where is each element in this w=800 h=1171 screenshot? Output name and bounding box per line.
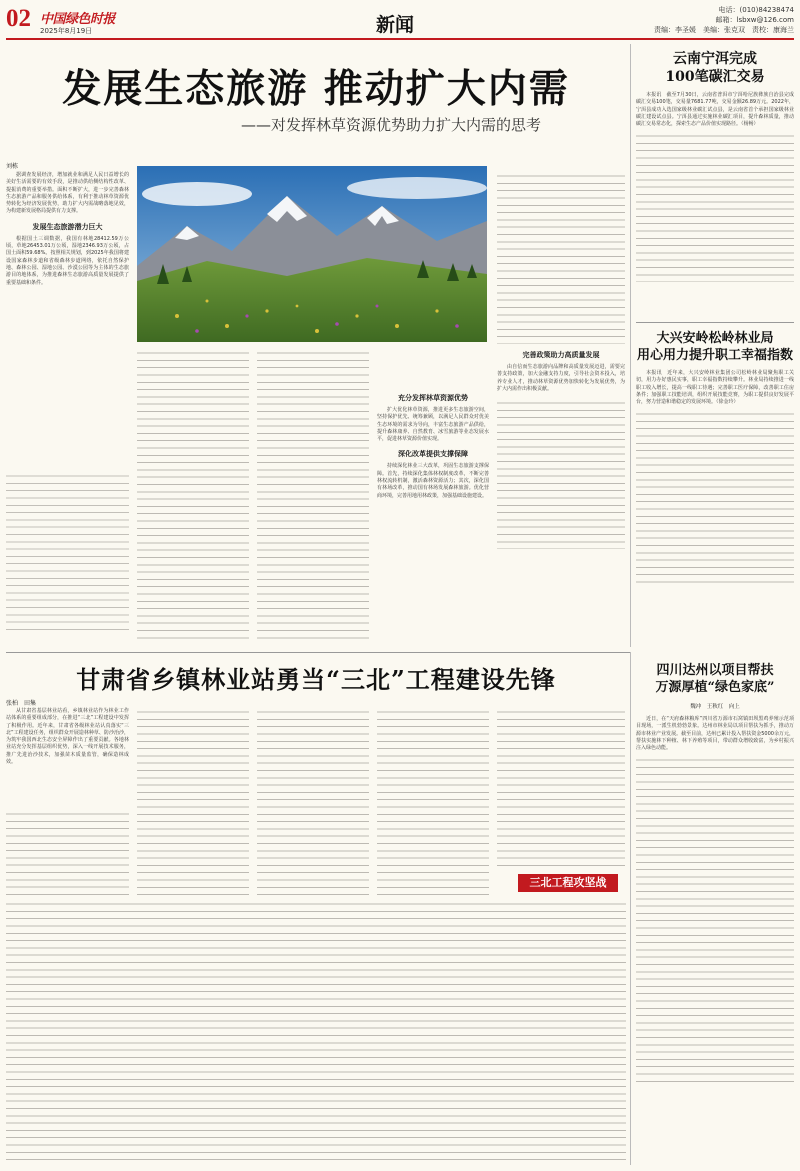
page-header — [6, 5, 794, 37]
mountain-landscape-image — [137, 166, 487, 342]
lead-body-3: 持续深化林业三大改革，巩固生态旅游支撑保障。首先，持续深化集体林权制度改革，不断完善林权流转机制，激活森林资源活力；其次，深化国有林场改革，推动国有林场发展森林旅游。优化营商环境，完善用地用林政策，加强基础设施建设。 — [377, 463, 489, 499]
lead-photo — [137, 166, 487, 342]
contact-email: 邮箱：lsbxw@126.com — [715, 16, 794, 24]
lead-author: 刘栋 — [6, 163, 19, 170]
lead-subhead-1: 发展生态旅游潜力巨大 — [32, 222, 103, 231]
side1-headline-line1: 云南宁洱完成 — [673, 51, 757, 67]
lead-body-2: 扩大优化林草资源，推进更多生态旅游空间，坚持保护优先、统筹兼顾，以满足人民群众对优美生态环境的需求为导向，丰富生态旅游产品供给，提升森林康养、自然教育、冰雪旅游等业态发展水平，促进林草资源价值实现。 — [377, 407, 489, 443]
lead-subhead-3: 深化改革提供支撑保障 — [398, 450, 468, 459]
side3-author: 魏冲 王秋红 向上 — [690, 704, 740, 710]
editor-credits: 责编：李圣媛 美编：张克双 责校：康海兰 — [654, 26, 794, 34]
lead-headline: 发展生态旅游 推动扩大内需 — [62, 66, 570, 112]
section-title: 新闻 — [376, 14, 415, 36]
lead-column-1 — [6, 172, 129, 287]
side2-headline-line2: 用心用力提升职工幸福指数 — [636, 348, 793, 363]
lower-author: 张柏 田集 — [6, 700, 37, 707]
lead-body-4: 由自信而生态旅游向品牌和高质量发展迈进，需要完善支持政策，加大金融支持力度，引导社会资本投入，培养专业人才，推动林草资源优势加快转化为发展优势，为扩大内需作出积极贡献。 — [497, 364, 625, 392]
side-story-3 — [636, 662, 794, 1086]
side1-headline-line2: 100笔碳汇交易 — [665, 69, 765, 85]
page-number: 02 — [6, 5, 31, 32]
side3-body: 近日，在“天府森林粮库”四川省万源市石窝镇田坝黑鸡养殖示范项目现场，一派生机勃勃景象。达州市林业局以项目帮扶为抓手，推动万源市林业产业发展。截至目前，达州已累计投入帮扶资金5000余万元，帮扶实施林下种植、林下养殖等项目，带动群众增收致富，为乡村振兴注入绿色动能。 — [636, 716, 794, 752]
lead-column-4 — [377, 349, 489, 500]
lead-intro: 据调查发展经济，增加就业和满足人民日益增长的美好生活需要的有效手段，是推动供给侧结构性改革、提振消费的重要举措。面积不断扩大，进一步完善森林生态旅游产品和服务供给体系，有利于推动林草资源优势转化为经济发展优势，助力扩大内需战略落地见效，为构建新发展格局提供有力支撑。 — [6, 172, 129, 215]
header-rule — [6, 38, 794, 40]
side2-headline-line1: 大兴安岭松岭林业局 — [656, 331, 774, 346]
lead-article — [6, 44, 626, 647]
lower-article — [6, 660, 626, 889]
side3-headline-line2: 万源厚植“绿色家底” — [655, 680, 775, 695]
lead-subhead-4: 完善政策助力高质量发展 — [522, 351, 600, 359]
side2-body: 本报讯 近年来，大兴安岭林业集团公司松岭林业局聚焦职工关切，用力办好惠民实事，职工幸福指数持续攀升。林业局持续推进一线职工收入增长，提高一线职工待遇；完善职工医疗保障，改善职工住房条件；加强职工技能培训，组织开展技能竞赛，为职工提供良好发展平台，努力营造和谐稳定的发展环境。（徐金玲） — [636, 370, 794, 406]
contact-phone: 电话：(010)84238474 — [718, 6, 794, 14]
issue-date: 2025年8月19日 — [40, 27, 93, 35]
lead-subhead-2: 充分发挥林草资源优势 — [398, 394, 468, 402]
lead-subheadline: ——对发挥林草资源优势助力扩大内需的思考 — [240, 116, 541, 134]
side3-headline-line1: 四川达州以项目帮扶 — [656, 663, 774, 678]
series-banner: 三北工程攻坚战 — [518, 874, 618, 892]
paper-name: 中国绿色时报 — [40, 12, 116, 27]
side1-body: 本报讯 截至7月30日，云南省普洱市宁洱哈尼族彝族自治县完成碳汇交易100笔，交易量7681.77吨，交易金额26.89万元。2022年，宁洱县成功入选国家级林业碳汇试点县，是云南省首个承担国家级林业碳汇建设试点县。宁洱县通过实施林业碳汇项目，提升森林质量，推动碳汇交易常态化，探索生态产品价值实现路径。（杨畅） — [636, 92, 794, 128]
side-story-2 — [636, 330, 794, 585]
lower-headline: 甘肃省乡镇林业站勇当“三北”工程建设先锋 — [76, 665, 556, 694]
lead-body-1: 根据国土三调数据，我国有林地28412.59万公顷，草地26453.01万公顷，湿地2346.93万公顷，占国土面积59.68%。按照相关规划，到2025年我国将建设国家森林步道和省级森林步道网络，依托自然保护地、森林公园、湿地公园、沙漠公园等为主体的生态旅游目的地体系，为推进森林生态旅游高质量发展提供了重要基础和条件。 — [6, 235, 129, 286]
lead-column-5 — [497, 172, 625, 549]
side-story-1 — [636, 50, 794, 282]
lower-body: 从甘肃省基层林业站看，乡镇林业站作为林业工作站体系的重要组成部分，在推进“三北”工程建设中发挥了积极作用。近年来，甘肃省各级林业站认真落实“三北”工程建设任务，组织群众开展造林种草、防沙治沙，为筑牢我国西北生态安全屏障作出了重要贡献。各地林业站充分发挥基层组织优势，深入一线开展技术服务，推广先进治沙技术，加强苗木质量监管，确保造林成效。 — [6, 708, 129, 766]
